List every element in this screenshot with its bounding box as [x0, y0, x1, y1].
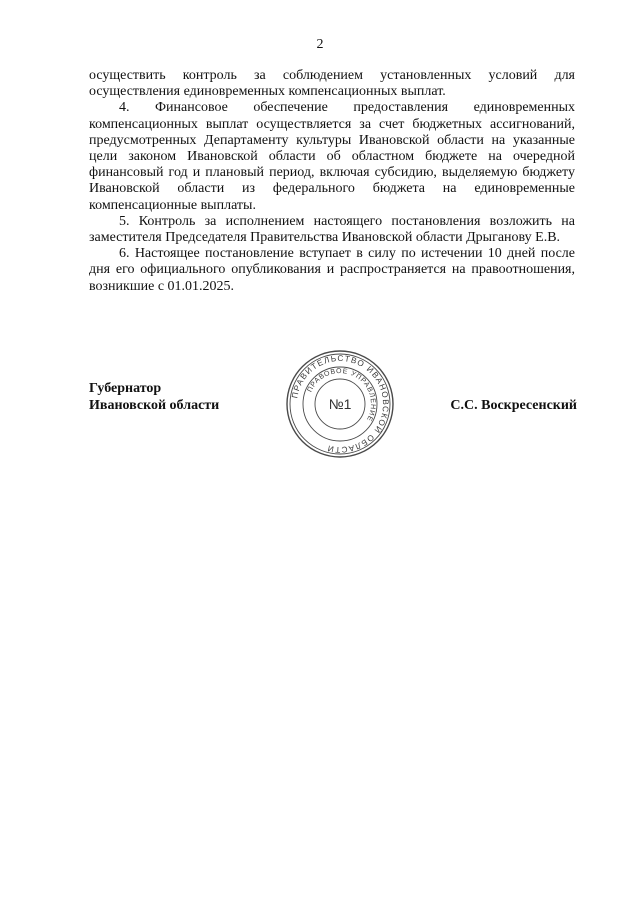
seal-outer-text-path: ПРАВИТЕЛЬСТВО ИВАНОВСКОЙ ОБЛАСТИ [290, 353, 391, 455]
signatory-title-line-1: Губернатор [89, 381, 162, 396]
signatory-title [89, 380, 219, 414]
signatory-name: С.С. Воскресенский [450, 398, 577, 413]
page-number: 2 [316, 37, 324, 52]
paragraph-5: 5. Контроль за исполнением настоящего постановления возложить на заместителя Председателя Правительства Ивановской области Дрыганову Е.В. [89, 213, 575, 246]
seal-number: №1 [328, 396, 352, 412]
seal-graphic [284, 348, 396, 460]
document-body [89, 68, 575, 295]
paragraph-continuation: осуществить контроль за соблюдением установленных условий для осуществления единовременных компенсационных выплат. [89, 68, 575, 100]
paragraph-6: 6. Настоящее постановление вступает в силу по истечении 10 дней после дня его официального опубликования и распространяется на правоотношения, возникшие с 01.01.2025. [89, 246, 575, 294]
seal-inner-text-path: ПРАВОВОЕ УПРАВЛЕНИЕ [306, 367, 377, 423]
paragraph-4: 4. Финансовое обеспечение предоставления единовременных компенсационных выплат осуществляется за счет бюджетных ассигнований, предусмотренных Департаменту культуры Ивановской области на указанные цели законом Ивановской области об областном бюджете на очередной финансовый год и плановый период, включая субсидию, выделяемую бюджету Ивановской области из федерального бюджета на единовременные компенсационные выплаты. [89, 100, 575, 213]
signatory-title-line-2: Ивановской области [89, 398, 220, 413]
official-seal [284, 348, 396, 460]
